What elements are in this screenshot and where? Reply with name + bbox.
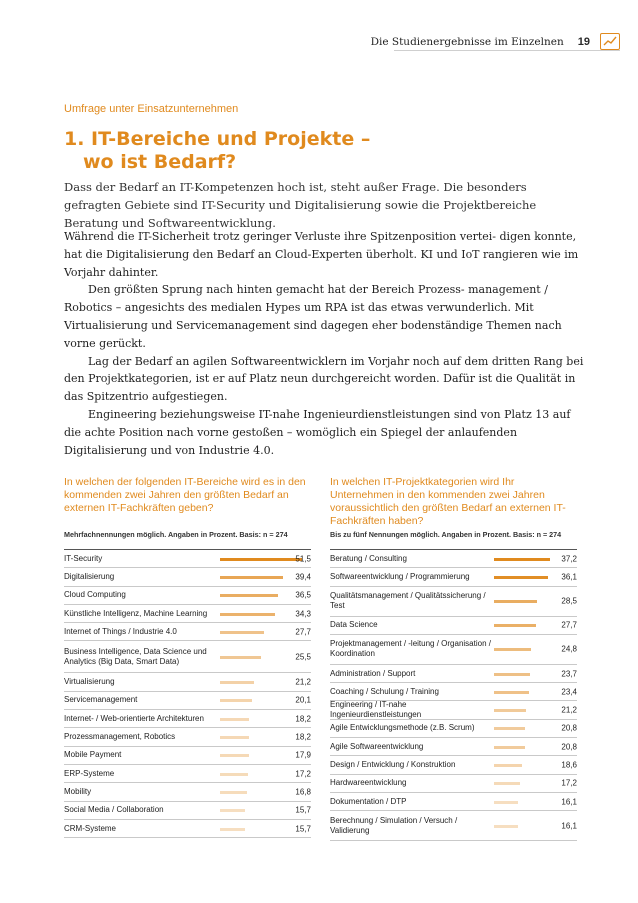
body-paragraph: Während die IT-Sicherheit trotz geringer Verluste ihre Spitzenposition vertei- digen konnte, hat die Digitalisierung den Bedarf an Cloud-Experten überholt. KI und IoT rangieren wie im Vorjahr dahinter. xyxy=(64,230,579,279)
header-rule xyxy=(394,50,620,51)
bar-value: 39,4 xyxy=(295,572,311,582)
section-eyebrow: Umfrage unter Einsatzunternehmen xyxy=(64,103,239,115)
bar xyxy=(494,727,525,730)
bar-label: Mobile Payment xyxy=(64,750,122,760)
body-paragraph: Engineering beziehungsweise IT-nahe Ingenieurdienstleistungen sind von Platz 13 auf die achte Position nach vorne gestoßen – womöglich ein Spiegel der anlaufenden Digitalisierung und von Industrie 4.0. xyxy=(64,407,571,457)
line-chart-icon xyxy=(600,33,620,50)
bar xyxy=(220,613,275,616)
chart-row xyxy=(64,587,311,605)
bar-value: 18,2 xyxy=(295,732,311,742)
bar xyxy=(220,594,278,597)
chart-row xyxy=(64,728,311,746)
bar xyxy=(220,631,264,634)
bar-value: 23,7 xyxy=(561,669,577,679)
intro-paragraph: Dass der Bedarf an IT-Kompetenzen hoch ist, steht außer Frage. Die besonders gefragten Gebiete sind IT-Security und Digitalisierung sowie die Projektbereiche Beratung und Softwareentwicklung. xyxy=(64,180,537,230)
bar-label: Virtualisierung xyxy=(64,677,115,687)
chart-row xyxy=(64,623,311,641)
bar xyxy=(494,558,550,561)
bar-label: Social Media / Collaboration xyxy=(64,805,164,815)
bar-value: 18,2 xyxy=(295,714,311,724)
chart-rows xyxy=(330,549,577,841)
bar xyxy=(220,558,302,561)
bar xyxy=(494,600,537,603)
chart-row xyxy=(64,550,311,568)
bar-value: 27,7 xyxy=(295,627,311,637)
chart-row xyxy=(330,738,577,756)
bar-label: Mobility xyxy=(64,786,92,796)
bar-label: Künstliche Intelligenz, Machine Learning xyxy=(64,608,208,618)
bar-value: 27,7 xyxy=(561,620,577,630)
it-areas-chart xyxy=(64,476,311,838)
bar xyxy=(494,648,531,651)
bar-value: 16,8 xyxy=(295,787,311,797)
bar xyxy=(220,809,245,812)
bar-label: Digitalisierung xyxy=(64,571,115,581)
bar xyxy=(494,746,525,749)
chart-row xyxy=(64,765,311,783)
bar-label: Agile Softwareentwicklung xyxy=(330,741,424,751)
chart-row xyxy=(330,793,577,811)
bar-value: 17,9 xyxy=(295,750,311,760)
bar-label: Projektmanagement / -leitung / Organisation / Koordination xyxy=(330,639,491,659)
bar xyxy=(220,656,261,659)
chart-row xyxy=(64,605,311,623)
bar-label: Softwareentwicklung / Programmierung xyxy=(330,571,470,581)
bar-label: Coaching / Schulung / Training xyxy=(330,686,439,696)
bar xyxy=(220,773,248,776)
body-text xyxy=(64,228,584,459)
bar xyxy=(220,576,283,579)
bar xyxy=(220,718,249,721)
bar xyxy=(494,691,529,694)
chart-row xyxy=(64,783,311,801)
bar-label: Engineering / IT-nahe Ingenieurdienstleistungen xyxy=(330,700,422,720)
bar-label: Data Science xyxy=(330,620,378,630)
bar-label: Internet of Things / Industrie 4.0 xyxy=(64,626,177,636)
bar-label: Beratung / Consulting xyxy=(330,553,407,563)
chart-row xyxy=(64,747,311,765)
title-line-2: wo ist Bedarf? xyxy=(83,151,237,173)
chart-row xyxy=(64,673,311,691)
bar-value: 21,2 xyxy=(295,677,311,687)
bar-label: Hardwareentwicklung xyxy=(330,778,407,788)
bar-value: 23,4 xyxy=(561,687,577,697)
body-paragraph: Lag der Bedarf an agilen Softwareentwicklern im Vorjahr noch auf dem dritten Rang bei den Projektkategorien, ist er auf Platz neun durchgereicht worden. Dafür ist die Qualität in das Spitzentrio aufgestiegen. xyxy=(64,354,584,404)
chart-row xyxy=(330,720,577,738)
running-title: Die Studienergebnisse im Einzelnen xyxy=(370,35,564,48)
bar xyxy=(220,754,249,757)
bar xyxy=(494,673,530,676)
bar-value: 20,1 xyxy=(295,695,311,705)
bar-label: Berechnung / Simulation / Versuch / Validierung xyxy=(330,815,458,835)
chart-row xyxy=(330,811,577,841)
bar-value: 15,7 xyxy=(295,824,311,833)
bar-label: Qualitätsmanagement / Qualitätssicherung / Test xyxy=(330,591,486,611)
chart-row xyxy=(330,635,577,665)
chart-rows xyxy=(64,549,311,838)
bar xyxy=(220,699,252,702)
chart-row xyxy=(330,756,577,774)
chart-question: In welchen IT-Projektkategorien wird Ihr Unternehmen in den kommenden zwei Jahren voraussichtlich den größten Bedarf an externen IT-Fachkräften haben? xyxy=(330,476,566,527)
bar xyxy=(220,736,249,739)
chart-row xyxy=(330,587,577,617)
bar xyxy=(494,825,518,828)
bar-value: 16,1 xyxy=(561,797,577,807)
bar-value: 37,2 xyxy=(561,554,577,564)
chart-question: In welchen der folgenden IT-Bereiche wird es in den kommenden zwei Jahren den größten Bedarf an externen IT-Fachkräften geben? xyxy=(64,476,306,514)
bar xyxy=(220,681,254,684)
bar-label: Administration / Support xyxy=(330,668,416,678)
chart-row xyxy=(64,710,311,728)
chart-note: Mehrfachnennungen möglich. Angaben in Prozent. Basis: n = 274 xyxy=(64,530,288,539)
bar-value: 36,1 xyxy=(561,572,577,582)
bar xyxy=(494,709,526,712)
bar-label: Agile Entwicklungsmethode (z.B. Scrum) xyxy=(330,723,475,733)
bar xyxy=(494,624,536,627)
bar xyxy=(494,764,522,767)
bar-value: 17,2 xyxy=(295,769,311,779)
chart-row xyxy=(64,820,311,838)
bar xyxy=(494,782,520,785)
bar-label: IT-Security xyxy=(64,553,103,563)
bar-label: Dokumentation / DTP xyxy=(330,796,407,806)
bar xyxy=(494,576,548,579)
chart-row xyxy=(330,617,577,635)
bar-label: ERP-Systeme xyxy=(64,768,115,778)
bar-value: 34,3 xyxy=(295,609,311,619)
bar-label: Business Intelligence, Data Science und Analytics (Big Data, Smart Data) xyxy=(64,646,207,666)
body-paragraph: Den größten Sprung nach hinten gemacht hat der Bereich Prozess- management / Robotics – angesichts des medialen Hypes um RPA ist das etwas verwunderlich. Mit Virtualisierung und Servicemanagement sind dagegen eher bodenständige Themen nach vorne gerückt. xyxy=(64,283,562,350)
chart-row xyxy=(64,641,311,673)
project-categories-chart xyxy=(330,476,577,841)
bar-label: Servicemanagement xyxy=(64,695,138,705)
chart-row xyxy=(64,802,311,820)
chart-row xyxy=(64,692,311,710)
bar-value: 21,2 xyxy=(561,705,577,715)
chart-row xyxy=(330,568,577,586)
bar-value: 18,6 xyxy=(561,760,577,770)
bar xyxy=(494,801,518,804)
bar-value: 16,1 xyxy=(561,821,577,831)
chart-note: Bis zu fünf Nennungen möglich. Angaben in Prozent. Basis: n = 274 xyxy=(330,530,562,539)
title-line-1: 1. IT-Bereiche und Projekte – xyxy=(64,128,371,150)
chart-row xyxy=(330,775,577,793)
bar-value: 17,2 xyxy=(561,778,577,788)
bar-label: Design / Entwicklung / Konstruktion xyxy=(330,760,456,770)
bar-value: 20,8 xyxy=(561,723,577,733)
bar-value: 36,5 xyxy=(295,590,311,600)
page-number: 19 xyxy=(577,35,590,48)
bar-label: Prozessmanagement, Robotics xyxy=(64,732,176,742)
bar-label: Internet- / Web-orientierte Architekturen xyxy=(64,713,204,723)
chart-row xyxy=(330,683,577,701)
bar-label: CRM-Systeme xyxy=(64,823,117,833)
chart-row xyxy=(64,568,311,586)
bar xyxy=(220,791,247,794)
bar-value: 25,5 xyxy=(295,652,311,662)
bar-value: 28,5 xyxy=(561,596,577,606)
chart-row xyxy=(330,550,577,568)
bar-value: 15,7 xyxy=(295,805,311,815)
page-title xyxy=(64,128,584,174)
bar-value: 24,8 xyxy=(561,644,577,654)
chart-row xyxy=(330,701,577,719)
chart-row xyxy=(330,665,577,683)
bar xyxy=(220,828,245,831)
bar-value: 20,8 xyxy=(561,742,577,752)
bar-value: 51,5 xyxy=(295,554,311,564)
bar-label: Cloud Computing xyxy=(64,590,126,600)
page-header xyxy=(371,33,620,50)
